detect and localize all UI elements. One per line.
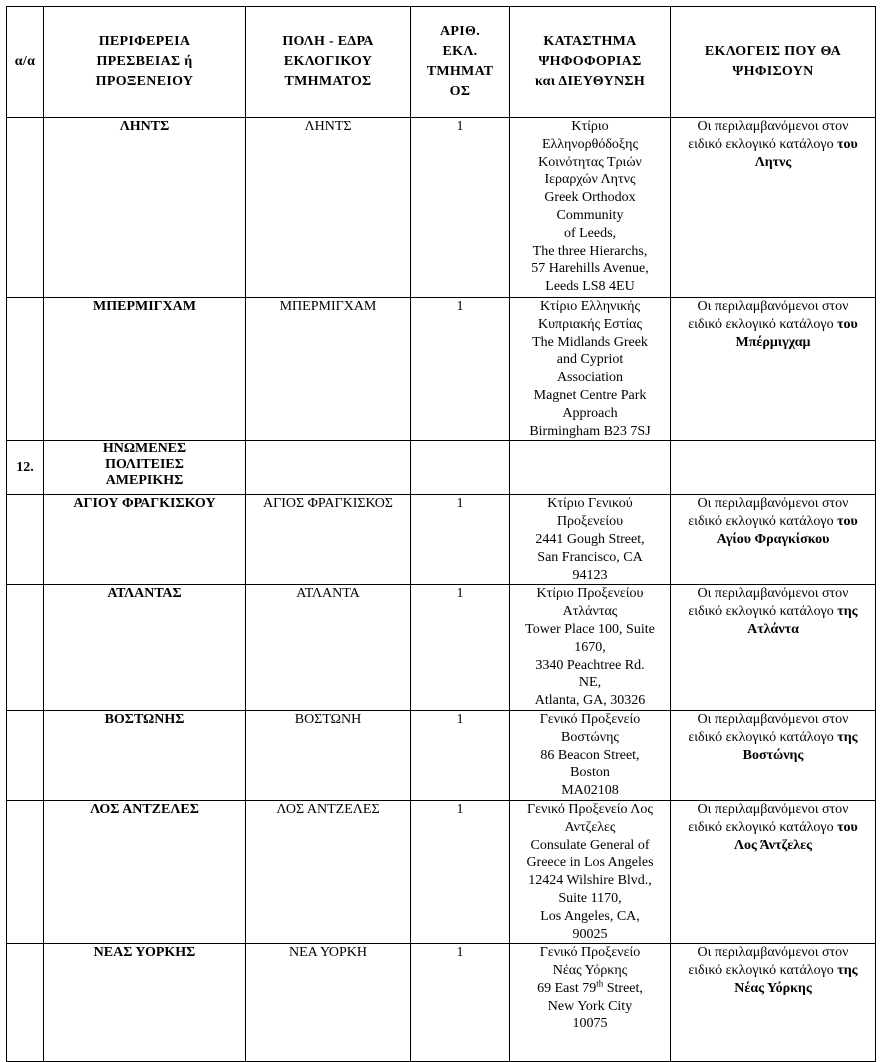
region-cell: ΑΓΙΟΥ ΦΡΑΓΚΙΣΚΟΥ: [44, 495, 246, 585]
document: [6, 6, 876, 1062]
table-row: [7, 495, 876, 585]
section-title: ΗΝΩΜΕΝΕΣ ΠΟΛΙΤΕΙΕΣ ΑΜΕΡΙΚΗΣ: [44, 441, 246, 495]
address-cell: [510, 441, 671, 495]
voters-cell: Οι περιλαμβανόμενοι στον ειδικό εκλογικό κατάλογο του Λος Άντζελες: [671, 800, 876, 943]
voters-cell: Οι περιλαμβανόμενοι στον ειδικό εκλογικό κατάλογο του Αγίου Φραγκίσκου: [671, 495, 876, 585]
number-cell: 1: [411, 495, 510, 585]
header-number: ΑΡΙΘ. ΕΚΛ. ΤΜΗΜΑΤ ΟΣ: [411, 7, 510, 118]
table-row: [7, 118, 876, 298]
aa-cell: [7, 298, 44, 441]
header-city: ΠΟΛΗ - ΕΔΡΑ ΕΚΛΟΓΙΚΟΥ ΤΜΗΜΑΤΟΣ: [246, 7, 411, 118]
number-cell: 1: [411, 800, 510, 943]
region-cell: ΜΠΕΡΜΙΓΧΑΜ: [44, 298, 246, 441]
aa-cell: [7, 585, 44, 711]
header-aa: α/α: [7, 7, 44, 118]
city-cell: ΒΟΣΤΩΝΗ: [246, 710, 411, 800]
voters-cell: Οι περιλαμβανόμενοι στον ειδικό εκλογικό κατάλογο του Μπέρμιγχαμ: [671, 298, 876, 441]
region-cell: ΒΟΣΤΩΝΗΣ: [44, 710, 246, 800]
city-cell: ΑΤΛΑΝΤΑ: [246, 585, 411, 711]
city-cell: ΜΠΕΡΜΙΓΧΑΜ: [246, 298, 411, 441]
number-cell: 1: [411, 944, 510, 1062]
address-cell: Κτίριο Ελληνορθόδοξης Κοινότητας Τριών Ιεραρχών Λητνς Greek Orthodox Community of Leeds, The three Hierarchs, 57 Harehills Avenue, Leeds LS8 4EU: [510, 118, 671, 298]
region-cell: ΛΟΣ ΑΝΤΖΕΛΕΣ: [44, 800, 246, 943]
number-cell: 1: [411, 585, 510, 711]
address-cell: Κτίριο Γενικού Προξενείου 2441 Gough Street, San Francisco, CA 94123: [510, 495, 671, 585]
address-cell: Κτίριο Προξενείου Ατλάντας Tower Place 100, Suite 1670, 3340 Peachtree Rd. NE, Atlanta, GA, 30326: [510, 585, 671, 711]
region-cell: ΝΕΑΣ ΥΟΡΚΗΣ: [44, 944, 246, 1062]
section-number: 12.: [7, 441, 44, 495]
number-cell: 1: [411, 118, 510, 298]
aa-cell: [7, 118, 44, 298]
number-cell: 1: [411, 298, 510, 441]
voters-cell: Οι περιλαμβανόμενοι στον ειδικό εκλογικό κατάλογο της Νέας Υόρκης: [671, 944, 876, 1062]
number-cell: 1: [411, 710, 510, 800]
table-row: [7, 298, 876, 441]
address-cell: Κτίριο Ελληνικής Κυπριακής Εστίας The Midlands Greek and Cypriot Association Magnet Centre Park Approach Birmingham B23 7SJ: [510, 298, 671, 441]
aa-cell: [7, 944, 44, 1062]
number-cell: [411, 441, 510, 495]
city-cell: ΛΗΝΤΣ: [246, 118, 411, 298]
header-region: ΠΕΡΙΦΕΡΕΙΑ ΠΡΕΣΒΕΙΑΣ ή ΠΡΟΞΕΝΕΙΟΥ: [44, 7, 246, 118]
table-row: [7, 585, 876, 711]
region-cell: ΛΗΝΤΣ: [44, 118, 246, 298]
voters-cell: [671, 441, 876, 495]
header-row: [7, 7, 876, 118]
voters-cell: Οι περιλαμβανόμενοι στον ειδικό εκλογικό κατάλογο της Ατλάντα: [671, 585, 876, 711]
address-cell: Γενικό Προξενείο Λος Αντζελες Consulate General of Greece in Los Angeles 12424 Wilshire Blvd., Suite 1170, Los Angeles, CA, 90025: [510, 800, 671, 943]
voters-cell: Οι περιλαμβανόμενοι στον ειδικό εκλογικό κατάλογο της Βοστώνης: [671, 710, 876, 800]
table-row: [7, 800, 876, 943]
voters-cell: Οι περιλαμβανόμενοι στον ειδικό εκλογικό κατάλογο του Λητνς: [671, 118, 876, 298]
address-cell: Γενικό Προξενείο Βοστώνης 86 Beacon Street, Boston MA02108: [510, 710, 671, 800]
header-voters: ΕΚΛΟΓΕΙΣ ΠΟΥ ΘΑ ΨΗΦΙΣΟΥΝ: [671, 7, 876, 118]
table-row: [7, 944, 876, 1062]
city-cell: ΑΓΙΟΣ ΦΡΑΓΚΙΣΚΟΣ: [246, 495, 411, 585]
aa-cell: [7, 710, 44, 800]
header-store: ΚΑΤΑΣΤΗΜΑ ΨΗΦΟΦΟΡΙΑΣ και ΔΙΕΥΘΥΝΣΗ: [510, 7, 671, 118]
region-cell: ΑΤΛΑΝΤΑΣ: [44, 585, 246, 711]
aa-cell: [7, 495, 44, 585]
city-cell: ΝΕΑ ΥΟΡΚΗ: [246, 944, 411, 1062]
city-cell: ΛΟΣ ΑΝΤΖΕΛΕΣ: [246, 800, 411, 943]
aa-cell: [7, 800, 44, 943]
address-cell: Γενικό Προξενείο Νέας Υόρκης 69 East 79th Street, New York City 10075: [510, 944, 671, 1062]
polling-stations-table: [6, 6, 876, 1062]
section-row: [7, 441, 876, 495]
table-row: [7, 710, 876, 800]
city-cell: [246, 441, 411, 495]
